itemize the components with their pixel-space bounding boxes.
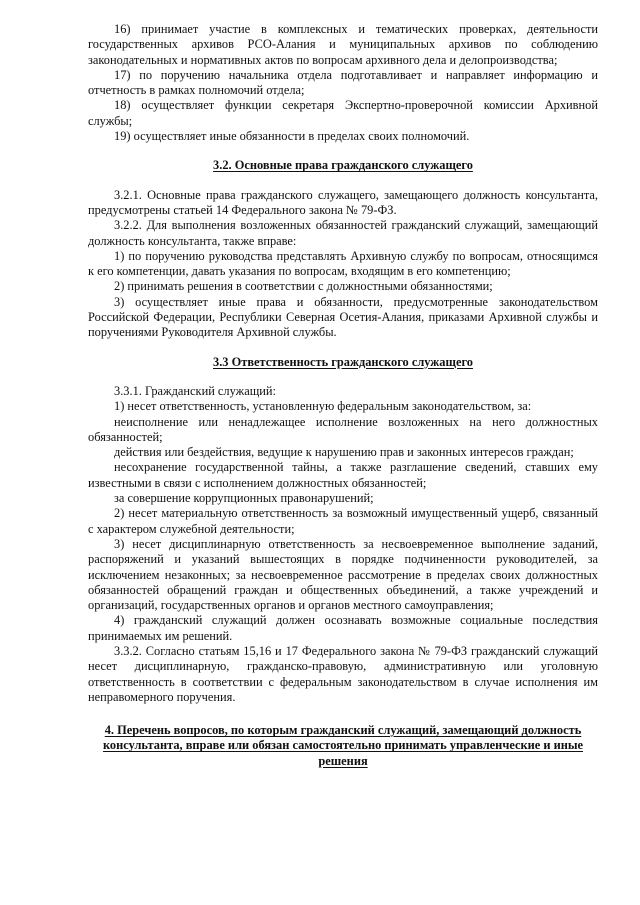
responsibility-subitem: неисполнение или ненадлежащее исполнение возложенных на него должностных обязанностей; [88,414,598,444]
rights-item-2: 2) принимать решения в соответствии с должностными обязанностями; [114,279,493,294]
list-item-16: 16) принимает участие в комплексных и тематических проверках, деятельности государственных архивов РСО-Алания и муниципальных архивов по соблюдению законодательных и нормативных актов по вопросам архивного дела и делопроизводства; [88,22,598,67]
section-heading-decisions: 4. Перечень вопросов, по которым гражданский служащий, замещающий должность консультанта, вправе или обязан самостоятельно принимать управленческие и иные решения [102,723,584,768]
responsibility-item-1: 1) несет ответственность, установленную федеральным законодательством, за: [114,399,532,414]
responsibility-item-2: 2) несет материальную ответственность за возможный имущественный ущерб, связанный с характером служебной деятельности; [88,506,598,536]
list-item-19: 19) осуществляет иные обязанности в пределах своих полномочий. [114,129,470,144]
list-item-17: 17) по поручению начальника отдела подготавливает и направляет информацию и отчетность в рамках полномочий отдела; [88,67,598,98]
paragraph-3-3-2: 3.3.2. Согласно статьям 15,16 и 17 Федерального закона № 79-ФЗ гражданский служащий несет дисциплинарную, гражданско-правовую, административную или уголовную ответственность в соответствии с федеральным законодательством в случае исполнения им неправомерного поручения. [88,643,598,704]
paragraph-3-2-1: 3.2.1. Основные права гражданского служащего, замещающего должность консультанта, предусмотрены статьей 14 Федерального закона № 79-ФЗ. [88,187,598,217]
responsibility-subitem: несохранение государственной тайны, а также разглашение сведений, ставших ему известными в связи с исполнением должностных обязанностей; [88,460,598,490]
rights-item-3: 3) осуществляет иные права и обязанности, предусмотренные законодательством Российской Федерации, Республики Северная Осетия-Алания, приказами Архивной службы и поручениями Руководителя Архивной службы. [88,294,598,340]
section-heading-rights: 3.2. Основные права гражданского служащего [213,158,473,173]
responsibility-item-4: 4) гражданский служащий должен осознавать возможные социальные последствия принимаемых им решений. [88,613,598,643]
paragraph-3-2-2: 3.2.2. Для выполнения возложенных обязанностей гражданский служащий, замещающий должность консультанта, также вправе: [88,218,598,248]
responsibility-subitem: действия или бездействия, ведущие к нарушению прав и законных интересов граждан; [114,445,574,460]
rights-item-1: 1) по поручению руководства представлять Архивную службу по вопросам, относящимся к его компетенции, давать указания по вопросам, входящим в его компетенцию; [88,248,598,279]
paragraph-3-3-1: 3.3.1. Гражданский служащий: [114,383,276,398]
section-heading-responsibility: 3.3 Ответственность гражданского служащего [213,354,473,369]
responsibility-item-3: 3) несет дисциплинарную ответственность за несвоевременное выполнение заданий, распоряжений и указаний вышестоящих в порядке подчиненности руководителей, за исключением незаконных; за несвоевременное рассмотрение в пределах своих должностных обязанностей обращений граждан и общественных объединений, а также учреждений и организаций, государственных органов и органов местного самоуправления; [88,536,598,613]
list-item-18: 18) осуществляет функции секретаря Экспертно-проверочной комиссии Архивной службы; [88,98,598,128]
responsibility-subitem: за совершение коррупционных правонарушений; [114,491,374,506]
